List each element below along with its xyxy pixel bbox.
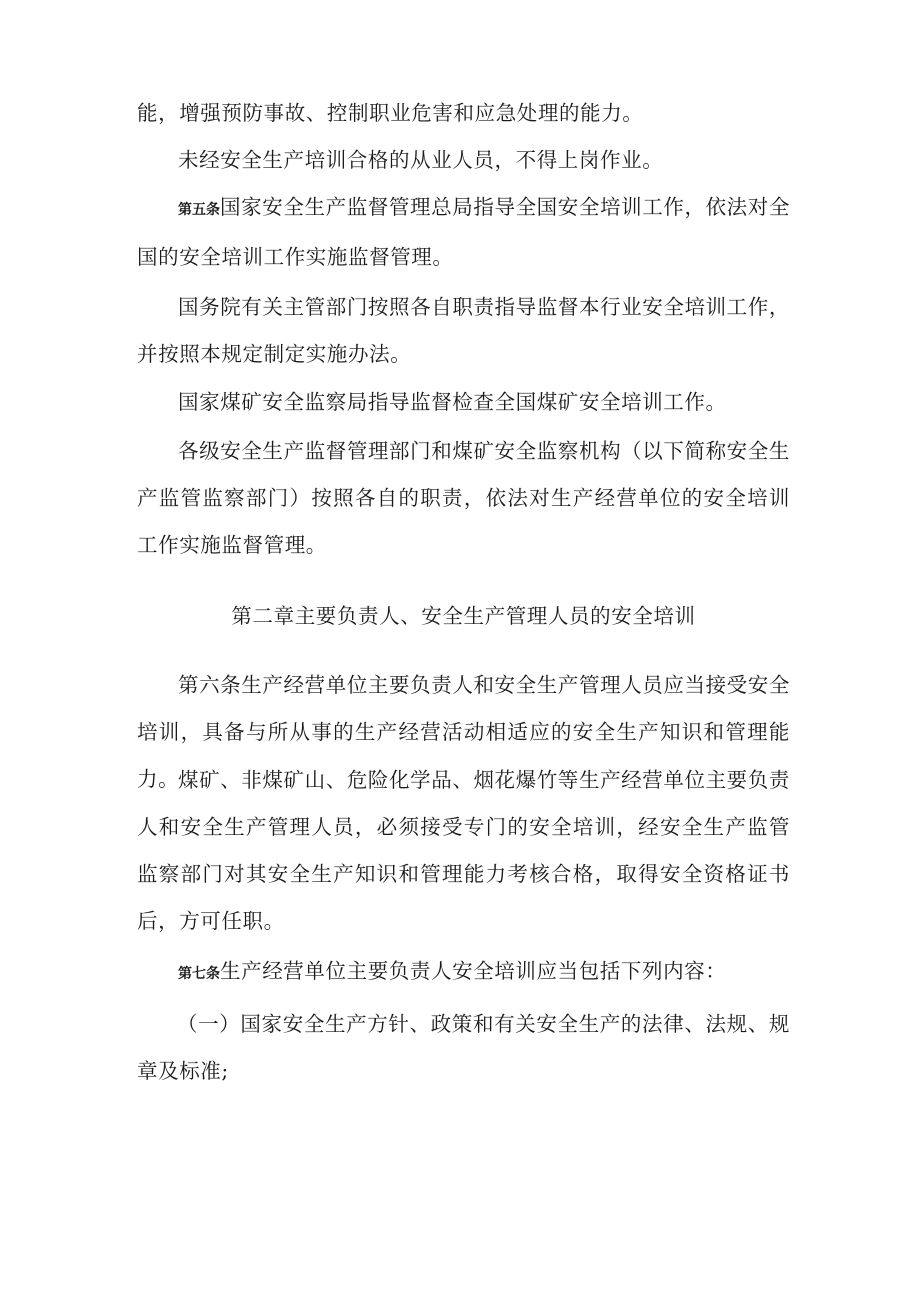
paragraph-untrained-personnel: 未经安全生产培训合格的从业人员，不得上岗作业。 <box>178 148 664 172</box>
article-5-label: 第五条 <box>178 202 221 218</box>
article-6: 第六条生产经营单位主要负责人和安全生产管理人员应当接受安全培训，具备与所从事的生产经营活动相适应的安全生产知识和管理能力。 <box>137 673 790 791</box>
article-7-text: 生产经营单位主要负责人安全培训应当包括下列内容： <box>220 959 727 983</box>
paragraph-coal-mine-bureau: 国家煤矿安全监察局指导监督检查全国煤矿安全培训工作。 <box>178 390 727 414</box>
article-5-text: 国家安全生产监督管理总局指导全国安全培训工作，依法对全国的安全培训工作实施监督管理。 <box>137 195 790 269</box>
article-7-label: 第七条 <box>178 966 220 982</box>
list-item-1: （一）国家安全生产方针、政策和有关安全生产的法律、法规、规章及标准; <box>137 1012 790 1083</box>
paragraph-state-council: 国务院有关主管部门按照各自职责指导监督本行业安全培训工作，并按照本规定制定实施办法。 <box>137 295 790 366</box>
article-7 <box>137 948 790 998</box>
paragraph-supervision-departments: 各级安全生产监督管理部门和煤矿安全监察机构（以下简称安全生产监管监察部门）按照各自的职责，依法对生产经营单位的安全培训工作实施监督管理。 <box>137 439 790 557</box>
article-5 <box>137 184 790 281</box>
chapter-2-heading: 第二章主要负责人、安全生产管理人员的安全培训 <box>231 604 696 628</box>
paragraph-special-industries: 煤矿、非煤矿山、危险化学品、烟花爆竹等生产经营单位主要负责人和安全生产管理人员，必须接受专门的安全培训，经安全生产监管监察部门对其安全生产知识和管理能力考核合格，取得安全资格证书后，方可任职。 <box>137 768 790 933</box>
paragraph-continuation: 能，增强预防事故、控制职业危害和应急处理的能力。 <box>137 101 644 125</box>
